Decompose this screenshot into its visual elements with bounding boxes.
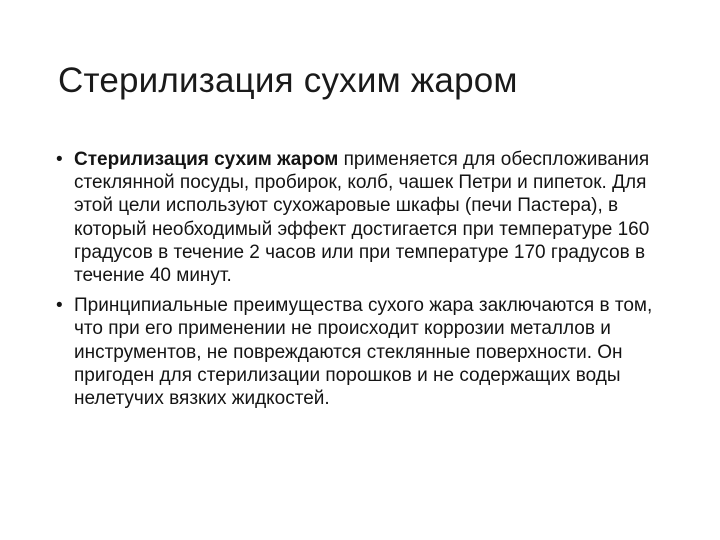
bullet-icon: • <box>56 295 63 317</box>
bullet-item <box>56 294 676 410</box>
slide-title: Стерилизация сухим жаром <box>58 61 518 100</box>
bullet-list <box>56 148 676 417</box>
bullet-bold-text: Стерилизация сухим жаром <box>74 149 339 170</box>
bullet-text: Принципиальные преимущества сухого жара заключаются в том, что при его применении не происходит коррозии металлов и инструментов, не повреждаются стеклянные поверхности. Он пригоден для стерилизации порошков и не содержащих воды нелетучих вязких жидкостей. <box>74 295 653 410</box>
bullet-item <box>56 148 676 287</box>
bullet-text: применяется для обеспложивания стеклянной посуды, пробирок, колб, чашек Петри и пипеток. Для этой цели используют сухожаровые шкафы (печи Пастера), в который необходимый эффект достигается при температуре 160 градусов в течение 2 часов или при температуре 170 градусов в течение 40 минут. <box>74 149 650 287</box>
bullet-icon: • <box>56 149 63 170</box>
